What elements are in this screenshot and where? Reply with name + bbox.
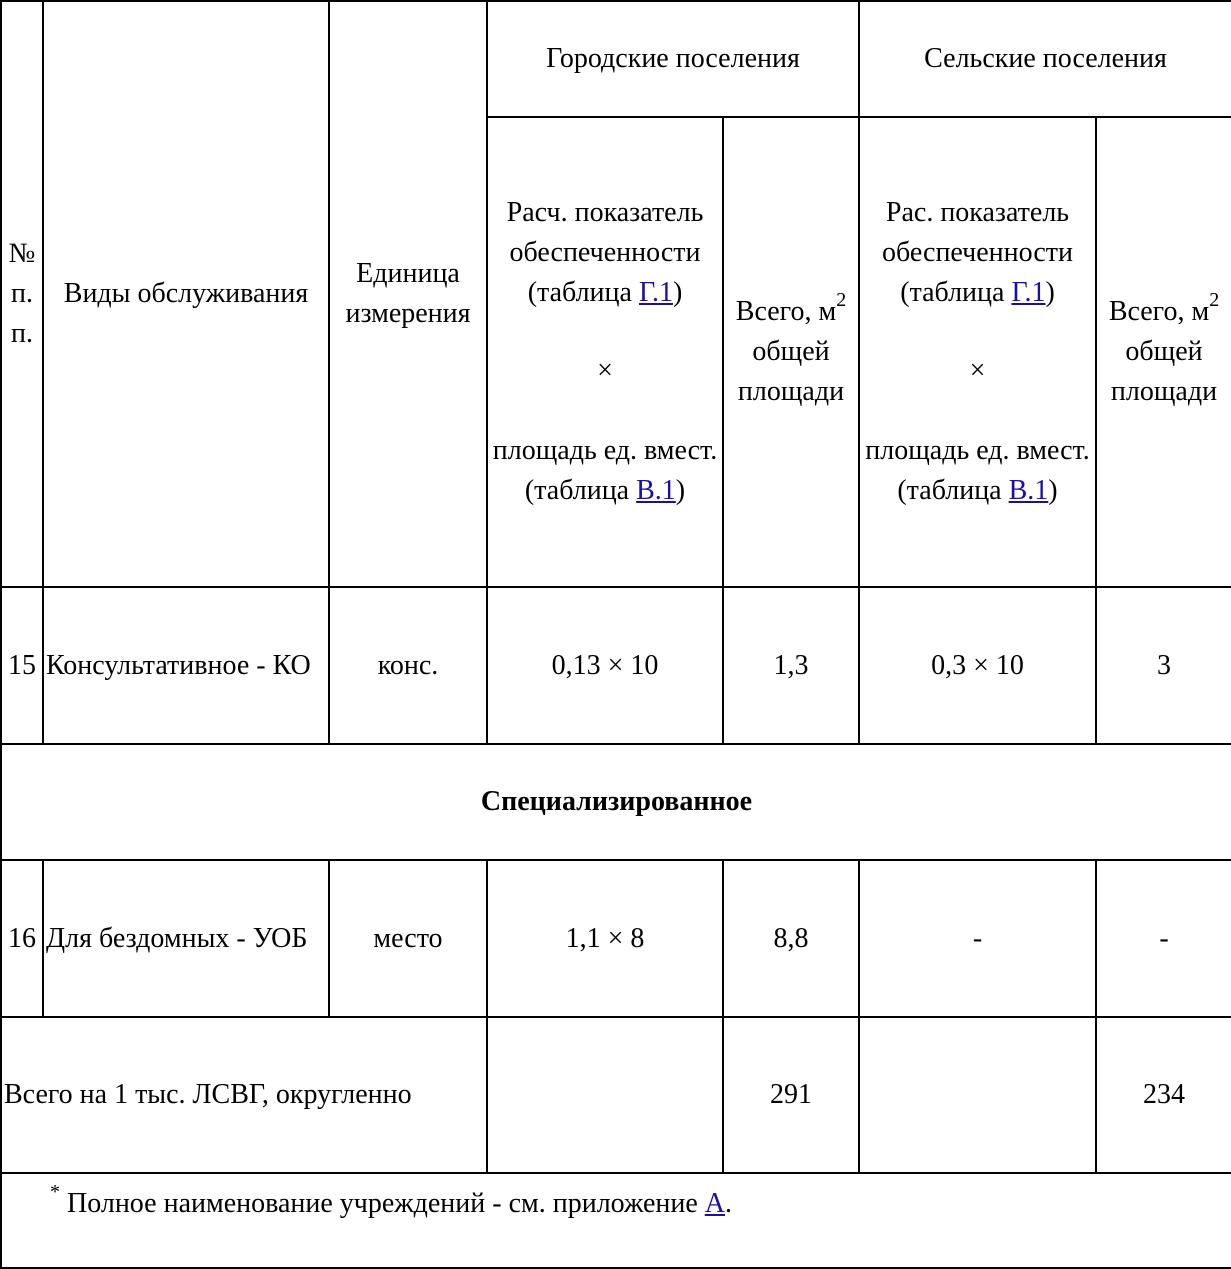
row-urban-calc: 0,13 × 10 <box>487 587 723 744</box>
row-unit: место <box>329 860 487 1017</box>
urban-calc-times: × <box>597 355 613 386</box>
appendix-a-link[interactable]: А <box>704 1188 726 1219</box>
row-rural-calc: - <box>859 860 1096 1017</box>
row-urban-total: 8,8 <box>723 860 859 1017</box>
rural-calc-ref-v1-link[interactable]: В.1 <box>1008 475 1049 506</box>
table-row <box>1 860 1231 1017</box>
rural-calc-pre: Рас. показатель обеспеченности (таблица <box>882 197 1073 308</box>
urban-calc-ref-v1-link[interactable]: В.1 <box>636 475 676 506</box>
rural-total-post: общей площади <box>1110 336 1218 407</box>
rural-calc-times: × <box>969 355 986 386</box>
row-name: Консультативное - КО <box>43 587 329 744</box>
totals-urban-total: 291 <box>723 1017 859 1173</box>
header-rural-calc <box>859 117 1096 587</box>
footnote-end: . <box>725 1188 733 1219</box>
row-num: 15 <box>1 587 43 744</box>
urban-calc-pre: Расч. показатель обеспеченности (таблица <box>506 197 704 308</box>
header-rural-total <box>1096 117 1231 587</box>
totals-row <box>1 1017 1231 1173</box>
rural-calc-mid: ) <box>1045 277 1055 308</box>
rural-calc-end: ) <box>1048 475 1058 506</box>
rural-calc-post: площадь ед. вмест. (таблица <box>865 435 1090 506</box>
rural-total-sup: 2 <box>1209 289 1220 311</box>
urban-total-sup: 2 <box>836 289 847 311</box>
rural-calc-ref-g1-link[interactable]: Г.1 <box>1011 277 1046 308</box>
urban-total-post: общей площади <box>737 336 845 407</box>
totals-rural-calc <box>859 1017 1096 1173</box>
header-row-1 <box>1 1 1231 117</box>
totals-rural-total: 234 <box>1096 1017 1231 1173</box>
footnote-mark: * <box>50 1181 60 1203</box>
footnote-row <box>1 1173 1231 1268</box>
urban-calc-mid: ) <box>672 277 683 308</box>
row-unit: конс. <box>329 587 487 744</box>
urban-calc-post: площадь ед. вмест. (таблица <box>492 435 718 506</box>
row-rural-total: - <box>1096 860 1231 1017</box>
row-urban-calc: 1,1 × 8 <box>487 860 723 1017</box>
urban-calc-end: ) <box>675 475 686 506</box>
section-title: Специализированное <box>1 744 1231 860</box>
header-service-types: Виды обслуживания <box>43 1 329 587</box>
header-unit: Единица измерения <box>329 1 487 587</box>
header-urban: Городские поселения <box>487 1 859 117</box>
row-rural-total: 3 <box>1096 587 1231 744</box>
header-rural: Сельские поселения <box>859 1 1231 117</box>
footnote-text: Полное наименование учреждений - см. приложение <box>60 1188 705 1219</box>
rural-total-pre: Всего, м <box>1108 296 1210 327</box>
row-rural-calc: 0,3 × 10 <box>859 587 1096 744</box>
footnote <box>1 1173 1231 1268</box>
header-num: № п. п. <box>1 1 43 587</box>
row-num: 16 <box>1 860 43 1017</box>
row-urban-total: 1,3 <box>723 587 859 744</box>
totals-urban-calc <box>487 1017 723 1173</box>
row-name: Для бездомных - УОБ <box>43 860 329 1017</box>
header-urban-total <box>723 117 859 587</box>
urban-calc-ref-g1-link[interactable]: Г.1 <box>638 277 673 308</box>
urban-total-pre: Всего, м <box>735 296 837 327</box>
section-row <box>1 744 1231 860</box>
totals-label: Всего на 1 тыс. ЛСВГ, округленно <box>1 1017 487 1173</box>
table-row <box>1 587 1231 744</box>
header-urban-calc <box>487 117 723 587</box>
